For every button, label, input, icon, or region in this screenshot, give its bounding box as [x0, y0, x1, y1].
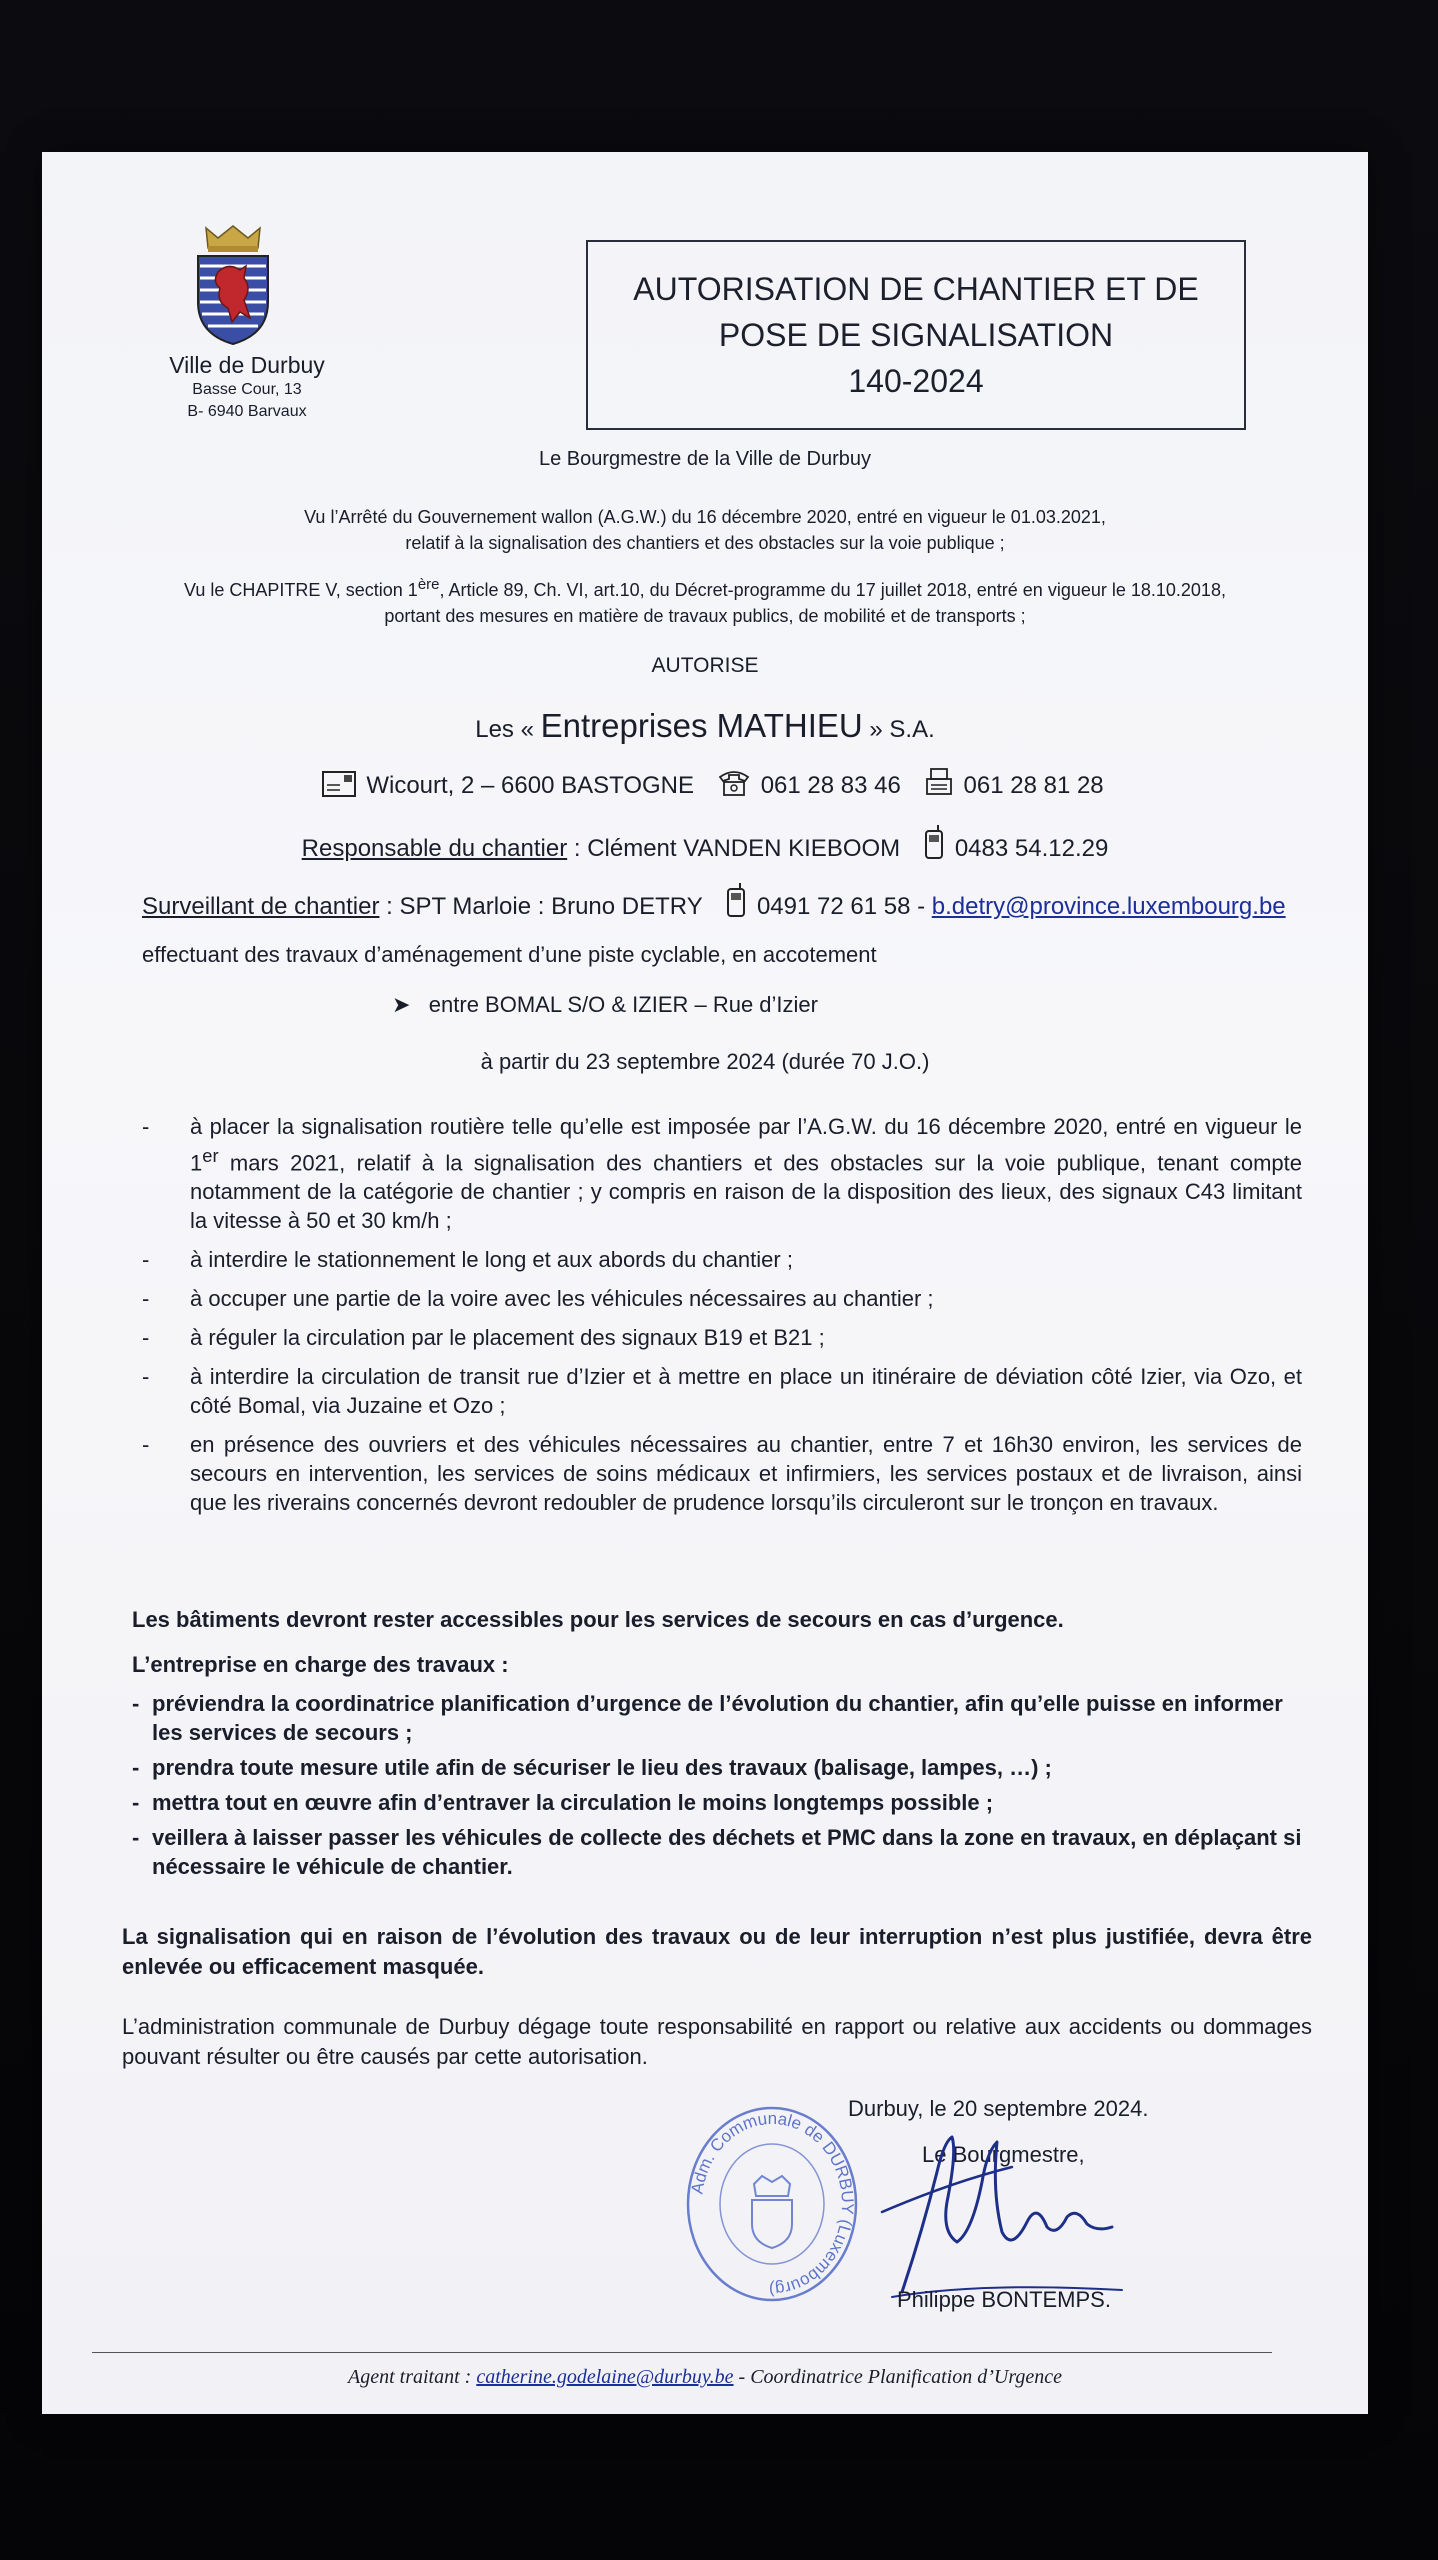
list-item-sup: er	[202, 1145, 219, 1166]
company-prefix: Les «	[475, 716, 541, 743]
title-line-1: AUTORISATION DE CHANTIER ET DE	[633, 271, 1199, 307]
list-item: - préviendra la coordinatrice planification d’urgence de l’évolution du chantier, afin qu’elle puisse en informer les services de secours ;	[132, 1689, 1312, 1747]
municipality-name: Ville de Durbuy	[169, 352, 325, 378]
list-item: - à interdire la circulation de transit rue d’Izier et à mettre en place un itinéraire de déviation côté Izier, via Ozo, et côté Bomal, via Juzaine et Ozo ;	[132, 1362, 1302, 1420]
footer-email-link[interactable]: catherine.godelaine@durbuy.be	[476, 2366, 734, 2388]
legal-reference-1-line-1: Vu l’Arrêté du Gouvernement wallon (A.G.W.) du 16 décembre 2020, entré en vigueur le 01.03.2021,	[304, 507, 1106, 527]
durbuy-crest-icon	[188, 222, 278, 347]
document-page	[42, 152, 1368, 2414]
works-start-date: à partir du 23 septembre 2024 (durée 70 J.O.)	[480, 1049, 930, 1074]
list-item: - prendra toute mesure utile afin de sécuriser le lieu des travaux (balisage, lampes, …) ;	[132, 1753, 1312, 1782]
arrow-bullet-icon: ➤	[392, 992, 429, 1017]
footer-role: - Coordinatrice Planification d’Urgence	[733, 2366, 1063, 2388]
title-number: 140-2024	[848, 363, 984, 399]
site-manager-name: : Clément VANDEN KIEBOOM	[567, 835, 901, 862]
site-manager-line	[42, 824, 1368, 863]
list-item: - à occuper une partie de la voire avec les véhicules nécessaires au chantier ;	[132, 1284, 1302, 1313]
contractor-heading: L’entreprise en charge des travaux :	[132, 1652, 509, 1677]
legal-reference-1-line-2: relatif à la signalisation des chantiers et des obstacles sur la voie publique ;	[405, 533, 1005, 553]
list-item: - mettra tout en œuvre afin d’entraver la circulation le moins longtemps possible ;	[132, 1788, 1312, 1817]
mobile-phone-icon	[725, 882, 747, 918]
works-description: effectuant des travaux d’aménagement d’une piste cyclable, en accotement	[142, 942, 877, 967]
site-supervisor-email-link[interactable]: b.detry@province.luxembourg.be	[931, 893, 1286, 920]
works-location	[392, 992, 1092, 1018]
liability-disclaimer: L’administration communale de Durbuy dégage toute responsabilité en rapport ou relative aux accidents ou dommages pouvant résulter ou être causés par cette autorisation.	[122, 2014, 1312, 2069]
footer-label: Agent traitant :	[347, 2366, 477, 2388]
legal-reference-1	[142, 504, 1268, 556]
site-supervisor-phone: 0491 72 61 58 -	[756, 893, 932, 920]
signature-date: Durbuy, le 20 septembre 2024.	[848, 2096, 1149, 2121]
site-manager-label: Responsable du chantier	[301, 835, 568, 862]
list-item: - à réguler la circulation par le placement des signaux B19 et B21 ;	[132, 1323, 1302, 1352]
municipality-block	[102, 352, 392, 423]
list-item-text-b: mars 2021, relatif à la signalisation des chantiers et des obstacles sur la voie publique, tenant compte notamment de la catégorie de chantier ; y compris en raison de la disposition des lieux, des signaux C43 limitant la vitesse à 50 et 30 km/h ;	[190, 1150, 1302, 1234]
municipal-stamp-icon	[682, 2104, 862, 2304]
access-notice: Les bâtiments devront rester accessibles pour les services de secours en cas d’urgence.	[132, 1607, 1064, 1632]
list-item-text-a: à placer la signalisation routière telle qu’elle est imposée par l’A.G.W. du 16 décembre 2020, entré en vigueur le 1	[190, 1114, 1302, 1176]
mobile-phone-icon	[923, 824, 945, 860]
footer-contact	[42, 2366, 1368, 2389]
legal-reference-2-line-2: portant des mesures en matière de travaux publics, de mobilité et de transports ;	[384, 606, 1026, 626]
company-address: Wicourt, 2 – 6600 BASTOGNE	[366, 772, 695, 799]
legal-reference-2	[102, 572, 1308, 629]
envelope-icon	[322, 771, 356, 797]
company-suffix: » S.A.	[862, 716, 935, 743]
company-name: Entreprises MATHIEU	[540, 707, 863, 744]
signatory-role: Le Bourgmestre,	[922, 2142, 1085, 2167]
company-phone: 061 28 83 46	[760, 772, 901, 799]
municipality-address-2: B- 6940 Barvaux	[187, 403, 307, 420]
list-item: - veillera à laisser passer les véhicules de collecte des déchets et PMC dans la zone en travaux, en déplaçant si nécessaire le véhicule de chantier.	[132, 1823, 1312, 1881]
company-fax: 061 28 81 28	[963, 772, 1104, 799]
issuer-line: Le Bourgmestre de la Ville de Durbuy	[538, 448, 872, 470]
signage-removal-notice: La signalisation qui en raison de l’évolution des travaux ou de leur interruption n’est plus justifiée, devra être enlevée ou efficacement masquée.	[122, 1924, 1312, 1979]
works-location-text: entre BOMAL S/O & IZIER – Rue d’Izier	[428, 992, 818, 1017]
legal-ref-2-part-a: Vu le CHAPITRE V, section 1	[184, 580, 418, 600]
site-manager-phone: 0483 54.12.29	[954, 835, 1109, 862]
municipality-address-1: Basse Cour, 13	[192, 381, 302, 398]
list-item	[132, 1112, 1302, 1235]
legal-reference-2-line-1	[102, 572, 1308, 603]
footer-divider	[92, 2352, 1272, 2353]
legal-ref-2-part-b: , Article 89, Ch. VI, art.10, du Décret-programme du 17 juillet 2018, entré en vigueur le 18.10.2018,	[439, 580, 1226, 600]
site-supervisor-label: Surveillant de chantier	[142, 893, 380, 920]
legal-ref-2-sup: ère	[417, 576, 440, 593]
handwritten-signature	[862, 2112, 1152, 2302]
contractor-obligations-list	[132, 1689, 1312, 1887]
site-supervisor-name: : SPT Marloie : Bruno DETRY	[379, 893, 703, 920]
site-supervisor-line	[142, 882, 1368, 921]
fax-icon	[924, 767, 954, 797]
signatory-name: Philippe BONTEMPS.	[897, 2287, 1111, 2312]
autorise-heading: AUTORISE	[651, 654, 759, 677]
stamp-text: Adm. Communale de DURBUY (Luxembourg)	[687, 2108, 858, 2300]
obligations-list	[132, 1112, 1302, 1527]
title-line-2: POSE DE SIGNALISATION	[718, 317, 1114, 353]
company-name-line	[42, 707, 1368, 745]
list-item: - en présence des ouvriers et des véhicules nécessaires au chantier, entre 7 et 16h30 environ, les services de secours en intervention, les services de soins médicaux et infirmiers, les services postaux et de livraison, ainsi que les riverains concernés devront redoubler de prudence lorsqu’ils circuleront sur le tronçon en travaux.	[132, 1430, 1302, 1517]
document-title-box	[586, 240, 1246, 430]
company-contact-line	[42, 767, 1368, 800]
list-item: - à interdire le stationnement le long et aux abords du chantier ;	[132, 1245, 1302, 1274]
telephone-icon	[717, 769, 751, 797]
